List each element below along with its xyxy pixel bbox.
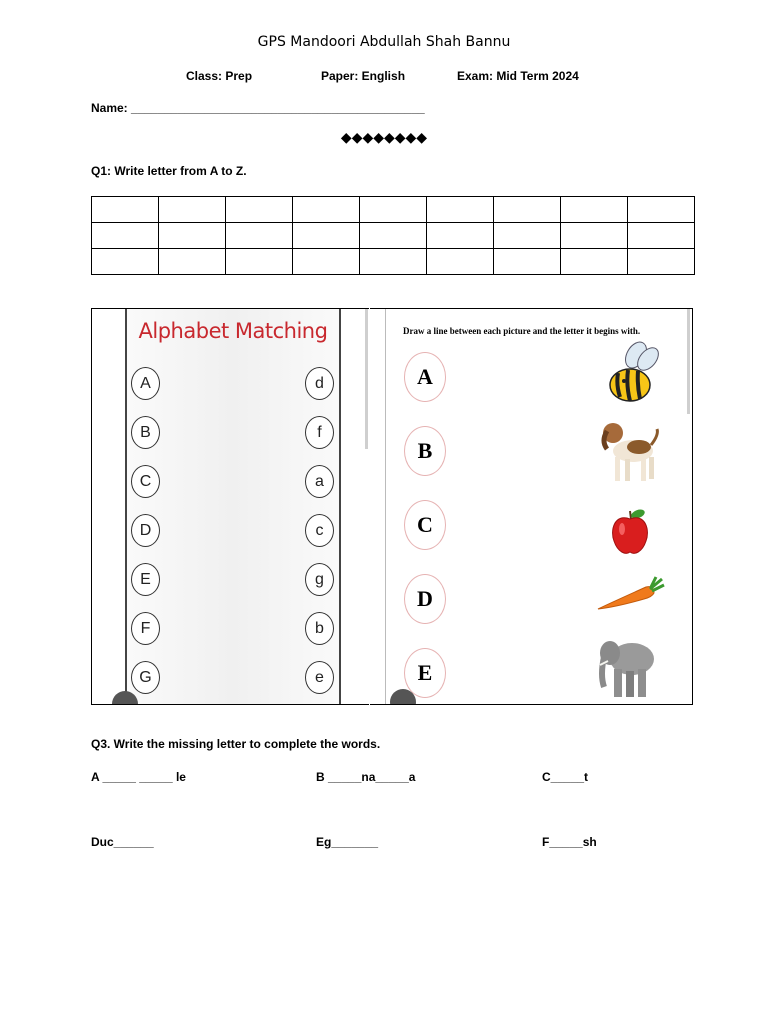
- grid-cell: [92, 249, 159, 275]
- letter-circle: B: [404, 426, 446, 476]
- letter-bubble-right: c: [305, 514, 334, 547]
- bee-icon: [606, 341, 662, 405]
- grid-cell: [561, 223, 628, 249]
- word-a: A _____ _____ le: [91, 770, 186, 784]
- grid-row: [92, 197, 695, 223]
- grid-cell: [360, 197, 427, 223]
- letter-bubble-right: e: [305, 661, 334, 694]
- word-d: Duc______: [91, 835, 154, 849]
- letter-circle: E: [404, 648, 446, 698]
- diamond-divider: ◆◆◆◆◆◆◆◆: [340, 129, 428, 145]
- q3-question: Q3. Write the missing letter to complete the words.: [91, 737, 381, 751]
- alphabet-grid: [91, 196, 695, 275]
- scrollbar: [365, 309, 368, 449]
- grid-cell: [92, 197, 159, 223]
- grid-cell: [159, 197, 226, 223]
- letter-bubble-left: B: [131, 416, 160, 449]
- grid-cell: [226, 223, 293, 249]
- matching-sheet: [125, 309, 341, 704]
- grid-cell: [494, 249, 561, 275]
- grid-cell: [159, 223, 226, 249]
- grid-cell: [628, 223, 695, 249]
- elephant-icon: [596, 631, 658, 701]
- grid-cell: [293, 249, 360, 275]
- school-title: GPS Mandoori Abdullah Shah Bannu: [257, 34, 511, 50]
- grid-cell: [427, 223, 494, 249]
- dog-icon: [599, 417, 661, 487]
- grid-cell: [293, 197, 360, 223]
- grid-cell: [427, 197, 494, 223]
- word-c: C_____t: [542, 770, 589, 784]
- letter-circle: C: [404, 500, 446, 550]
- exam-label: Exam: Mid Term 2024: [457, 69, 579, 83]
- word-e: Eg_______: [316, 835, 379, 849]
- word-b: B _____na_____a: [316, 770, 416, 784]
- grid-cell: [159, 249, 226, 275]
- q1-question: Q1: Write letter from A to Z.: [91, 164, 247, 178]
- sheet-edge: [385, 309, 386, 704]
- grid-cell: [293, 223, 360, 249]
- letter-bubble-left: E: [131, 563, 160, 596]
- grid-cell: [628, 249, 695, 275]
- apple-icon: [610, 505, 650, 557]
- grid-cell: [427, 249, 494, 275]
- grid-cell: [494, 223, 561, 249]
- grid-cell: [494, 197, 561, 223]
- letter-bubble-right: f: [305, 416, 334, 449]
- letter-bubble-left: G: [131, 661, 160, 694]
- letter-bubble-right: d: [305, 367, 334, 400]
- picture-matching-image: [370, 308, 693, 705]
- letter-bubble-right: b: [305, 612, 334, 645]
- letter-bubble-left: F: [131, 612, 160, 645]
- grid-cell: [561, 197, 628, 223]
- class-label: Class: Prep: [186, 69, 253, 83]
- letter-bubble-right: g: [305, 563, 334, 596]
- letter-circle: D: [404, 574, 446, 624]
- grid-row: [92, 223, 695, 249]
- letter-bubble-left: D: [131, 514, 160, 547]
- scrollbar: [687, 309, 690, 414]
- carrot-icon: [596, 573, 666, 613]
- letter-bubble-right: a: [305, 465, 334, 498]
- letter-bubble-left: C: [131, 465, 160, 498]
- grid-cell: [92, 223, 159, 249]
- matching-instruction: Draw a line between each picture and the letter it begins with.: [403, 326, 641, 336]
- grid-cell: [628, 197, 695, 223]
- matching-title: Alphabet Matching: [138, 319, 328, 343]
- grid-cell: [226, 197, 293, 223]
- grid-cell: [360, 223, 427, 249]
- letter-circle: A: [404, 352, 446, 402]
- letter-bubble-left: A: [131, 367, 160, 400]
- paper-label: Paper: English: [321, 69, 406, 83]
- grid-row: [92, 249, 695, 275]
- grid-cell: [360, 249, 427, 275]
- grid-cell: [561, 249, 628, 275]
- word-f: F_____sh: [542, 835, 597, 849]
- grid-cell: [226, 249, 293, 275]
- name-line: Name: ____________________________________________: [91, 101, 425, 115]
- alphabet-matching-image: [91, 308, 369, 705]
